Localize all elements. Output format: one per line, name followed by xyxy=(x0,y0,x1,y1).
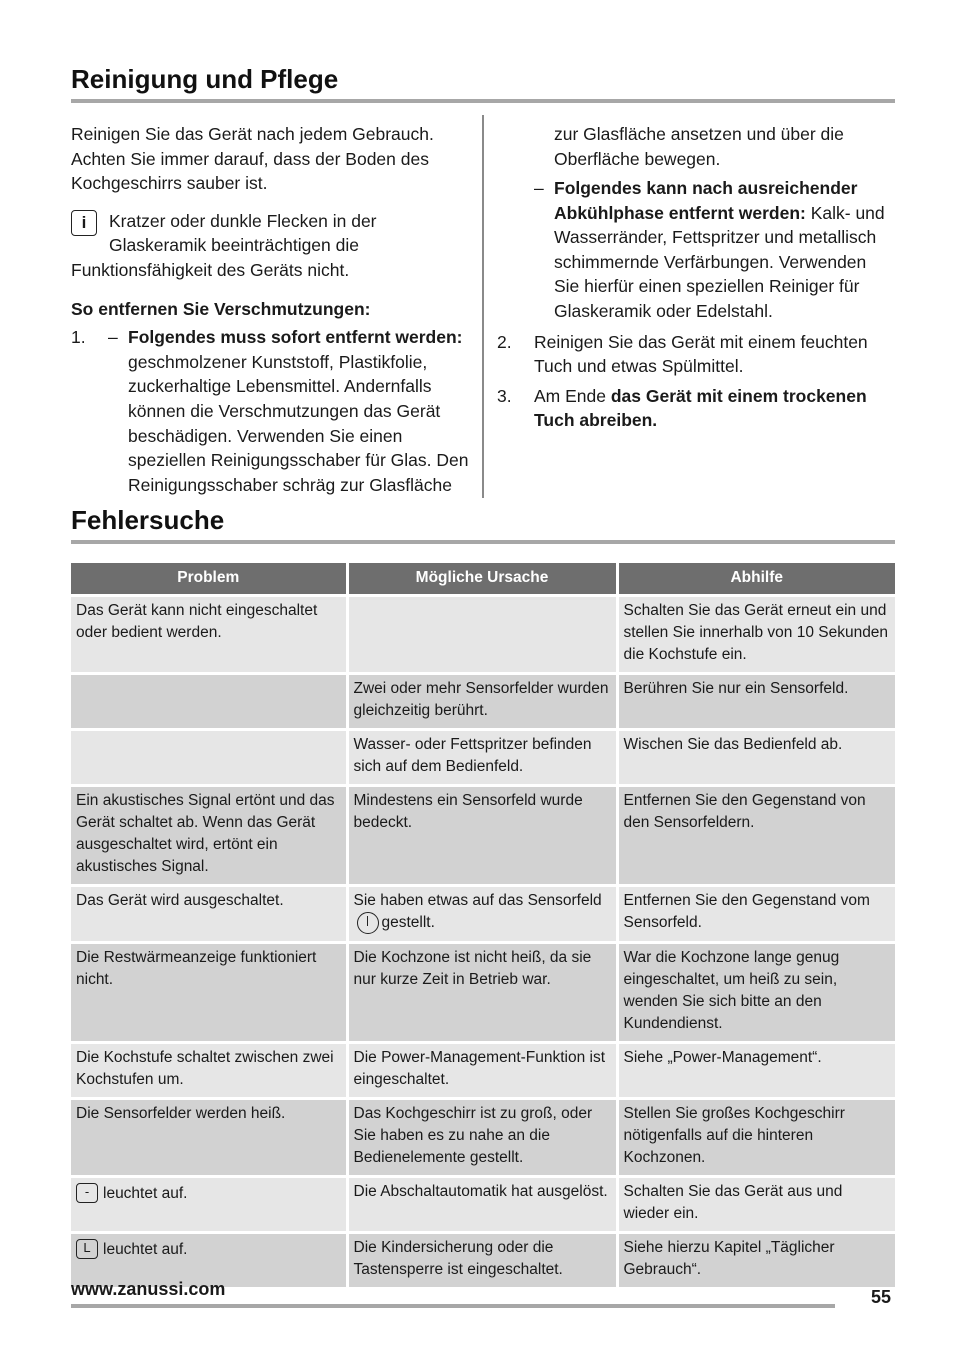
section-title-troubleshooting: Fehlersuche xyxy=(71,505,225,535)
cell-problem: Ein akustisches Signal ertönt und das Gerät schaltet ab. Wenn das Gerät ausgeschaltet wird, ertönt ein akustisches Signal. xyxy=(71,785,347,885)
table-row xyxy=(71,673,895,729)
table-row xyxy=(71,1042,895,1098)
left-column xyxy=(71,122,471,495)
cell-remedy: Schalten Sie das Gerät aus und wieder ein. xyxy=(617,1176,895,1232)
step-1-number: 1. xyxy=(71,327,86,348)
cell-problem xyxy=(71,1176,347,1232)
cell-remedy: Stellen Sie großes Kochgeschirr nötigenfalls auf die hinteren Kochzonen. xyxy=(617,1098,895,1176)
cell-problem: Das Gerät kann nicht eingeschaltet oder bedient werden. xyxy=(71,595,347,673)
cell-cause: Die Abschaltautomatik hat ausgelöst. xyxy=(347,1176,617,1232)
cell-remedy: Berühren Sie nur ein Sensorfeld. xyxy=(617,673,895,729)
cell-problem: Die Restwärmeanzeige funktioniert nicht. xyxy=(71,942,347,1042)
cell-cause xyxy=(347,595,617,673)
section-title-cleaning: Reinigung und Pflege xyxy=(71,64,339,94)
footer-url[interactable]: www.zanussi.com xyxy=(71,1279,226,1299)
table-row xyxy=(71,1176,895,1232)
step-3-bold: das Gerät mit einem trockenen Tuch abreiben. xyxy=(534,385,867,431)
step-1-bullet-2-text: Kalk- und Wasserränder, Fettspritzer und metallisch schimmernde Verfärbungen. Verwenden Sie hierfür einen speziellen Reiniger für Glaskeramik oder Edelstahl. xyxy=(554,202,885,321)
cause-text-post: gestellt. xyxy=(381,913,435,931)
section-rule xyxy=(71,99,895,103)
right-column xyxy=(497,122,895,433)
troubleshooting-table xyxy=(71,563,895,1287)
step-1-bullet-1-text: geschmolzener Kunststoff, Plastikfolie, zuckerhaltige Lebensmittel. Andernfalls können die Verschmutzungen das Gerät beschädigen. Verwenden Sie einen speziellen Reinigungsschaber für Glas. Den Reinigungsschaber schräg zur Glasfläche xyxy=(128,351,469,495)
page-number: 55 xyxy=(871,1287,892,1307)
subheading: So entfernen Sie Verschmutzungen: xyxy=(71,298,371,319)
table-row xyxy=(71,942,895,1042)
cell-cause: Die Kindersicherung oder die Tastensperre ist eingeschaltet. xyxy=(347,1232,617,1287)
problem-text: leuchtet auf. xyxy=(103,1240,188,1258)
table-row xyxy=(71,1098,895,1176)
step-2 xyxy=(497,330,895,379)
cell-cause: Das Kochgeschirr ist zu groß, oder Sie haben es zu nahe an die Bedienelemente gestellt. xyxy=(347,1098,617,1176)
display-symbol-dash-icon: - xyxy=(76,1183,98,1203)
cell-remedy: Entfernen Sie den Gegenstand vom Sensorfeld. xyxy=(617,885,895,942)
footer-rule xyxy=(71,1304,835,1308)
cell-cause: Mindestens ein Sensorfeld wurde bedeckt. xyxy=(347,785,617,885)
cell-problem: Das Gerät wird ausgeschaltet. xyxy=(71,885,347,942)
step-1-bullet-1 xyxy=(128,325,471,495)
cell-cause: Die Kochzone ist nicht heiß, da sie nur kurze Zeit in Betrieb war. xyxy=(347,942,617,1042)
continuation-text: zur Glasfläche ansetzen und über die Oberfläche bewegen. xyxy=(554,124,844,169)
cell-cause: Zwei oder mehr Sensorfelder wurden gleichzeitig berührt. xyxy=(347,673,617,729)
cause-text-pre: Sie haben etwas auf das Sensorfeld xyxy=(353,891,602,909)
info-icon: i xyxy=(71,210,97,236)
step-2-number: 2. xyxy=(497,331,512,352)
cell-remedy: Wischen Sie das Bedienfeld ab. xyxy=(617,729,895,785)
cell-cause: Die Power-Management-Funktion ist eingeschaltet. xyxy=(347,1042,617,1098)
step-1-bullet-1-bold: Folgendes muss sofort entfernt werden: xyxy=(128,327,463,348)
cell-remedy: Siehe „Power-Management“. xyxy=(617,1042,895,1098)
cell-problem xyxy=(71,729,347,785)
cell-remedy: Siehe hierzu Kapitel „Täglicher Gebrauch“. xyxy=(617,1232,895,1287)
table-row xyxy=(71,885,895,942)
dash-icon: – xyxy=(534,178,544,198)
step-3-number: 3. xyxy=(497,385,512,406)
header-remedy: Abhilfe xyxy=(617,563,895,595)
table-row xyxy=(71,595,895,673)
intro-text: Reinigen Sie das Gerät nach jedem Gebrauch. Achten Sie immer darauf, dass der Boden des Kochgeschirrs sauber ist. xyxy=(71,124,434,194)
cell-problem xyxy=(71,673,347,729)
cell-problem: Die Sensorfelder werden heiß. xyxy=(71,1098,347,1176)
step-1-bullet-1-continuation xyxy=(497,122,895,172)
cell-remedy: War die Kochzone lange genug eingeschaltet, um heiß zu sein, wenden Sie sich bitte an den Kundendienst. xyxy=(617,942,895,1042)
display-symbol-lock-icon: L xyxy=(76,1239,98,1259)
step-1-bullet-2 xyxy=(497,176,895,324)
table-row xyxy=(71,729,895,785)
table-header-row xyxy=(71,563,895,595)
column-divider xyxy=(482,115,484,498)
header-cause: Mögliche Ursache xyxy=(347,563,617,595)
header-problem: Problem xyxy=(71,563,347,595)
step-3-text: Am Ende xyxy=(534,385,611,406)
cell-remedy: Entfernen Sie den Gegenstand von den Sensorfeldern. xyxy=(617,785,895,885)
step-2-text: Reinigen Sie das Gerät mit einem feuchten Tuch und etwas Spülmittel. xyxy=(534,331,868,377)
power-sensor-icon xyxy=(357,912,379,934)
cell-cause xyxy=(347,885,617,942)
cell-problem: Die Kochstufe schaltet zwischen zwei Kochstufen um. xyxy=(71,1042,347,1098)
step-1-bullet-2-bold: Folgendes kann nach ausreichender Abkühlphase entfernt werden: xyxy=(554,178,858,223)
dash-icon: – xyxy=(108,327,118,348)
cell-cause: Wasser- oder Fettspritzer befinden sich auf dem Bedienfeld. xyxy=(347,729,617,785)
info-note-text: Kratzer oder dunkle Flecken in der Glaskeramik beeinträchtigen die Funktionsfähigkeit des Geräts nicht. xyxy=(71,210,377,280)
step-1 xyxy=(71,325,471,495)
section-rule xyxy=(71,540,895,544)
cell-remedy: Schalten Sie das Gerät erneut ein und stellen Sie innerhalb von 10 Sekunden die Kochstufe ein. xyxy=(617,595,895,673)
step-3 xyxy=(497,384,895,433)
info-note xyxy=(71,209,471,283)
problem-text: leuchtet auf. xyxy=(103,1184,188,1202)
table-row xyxy=(71,785,895,885)
